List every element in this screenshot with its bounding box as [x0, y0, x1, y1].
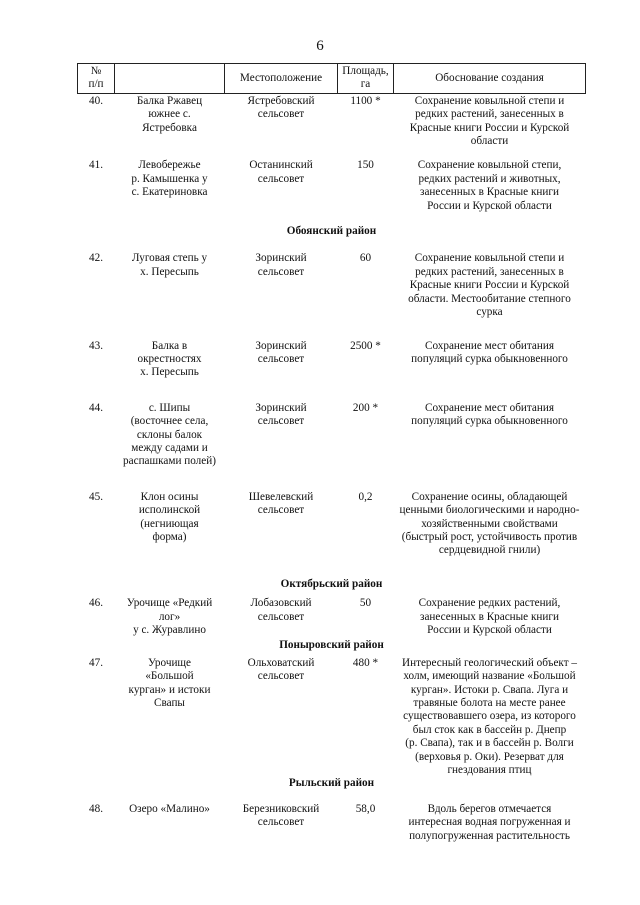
cell-name-text: с. Шипы (восточнее села, склоны балок между садами и распашками полей)	[123, 401, 216, 468]
district-header	[78, 572, 586, 597]
cell-location-text: Ольховатский сельсовет	[247, 656, 315, 683]
cell-name	[115, 396, 225, 485]
cell-num-text: 48.	[89, 802, 103, 815]
cell-num	[78, 334, 115, 396]
cell-location-text: Шевелевский сельсовет	[248, 490, 314, 517]
cell-location	[225, 396, 338, 485]
cell-reason	[394, 597, 586, 639]
cell-area-text: 0,2	[358, 490, 373, 503]
cell-reason-text: Сохранение ковыльной степи и редких растений, занесенных в Красные книги России и Курской области	[409, 94, 570, 148]
cell-area	[338, 93, 394, 154]
cell-num	[78, 93, 115, 154]
cell-area	[338, 154, 394, 219]
district-title: Обоянский район	[286, 225, 377, 238]
cell-num	[78, 246, 115, 333]
table-row	[78, 791, 586, 843]
cell-location-text: Зоринский сельсовет	[255, 252, 307, 278]
cell-location-text: Останинский сельсовет	[249, 159, 313, 185]
cell-area-text: 58,0	[355, 802, 376, 815]
cell-name-text: Клон осины исполинской (негниющая форма)	[138, 490, 201, 543]
cell-name-text: Луговая степь у х. Пересыпь	[131, 252, 208, 278]
cell-name-text: Балка в окрестностях х. Пересыпь	[137, 339, 202, 379]
cell-reason	[394, 334, 586, 396]
table-row	[78, 597, 586, 639]
cell-num	[78, 653, 115, 778]
cell-reason-text: Интересный геологический объект – холм, имеющий название «Большой курган». Истоки р. Свапа. Луга и травяные болота на месте ранее существовавшего озера, из которого был сток как в бассейн р. Днепр (р. Свапа), так и в бассейн р. Волги (верховья р. Оки). Резерват для гнездования птиц	[402, 656, 577, 777]
table-row	[78, 334, 586, 396]
cell-area	[338, 396, 394, 485]
cell-num-text: 41.	[89, 159, 103, 172]
cell-location	[225, 791, 338, 843]
cell-area	[338, 653, 394, 778]
cell-reason-text: Сохранение ковыльной степи и редких растений, занесенных в Красные книги России и Курской области. Местообитание степного сурка	[408, 252, 571, 319]
cell-location-text: Зоринский сельсовет	[255, 401, 307, 428]
cell-name-text: Левобережье р. Камышенка у с. Екатериновка	[131, 159, 208, 199]
cell-reason	[394, 485, 586, 572]
cell-name-text: Урочище «Редкий лог» у с. Журавлино	[126, 597, 213, 636]
cell-location	[225, 154, 338, 219]
district-header	[78, 639, 586, 652]
cell-num-text: 45.	[89, 490, 103, 503]
cell-area-text: 150	[357, 159, 374, 172]
district-header	[78, 777, 586, 790]
cell-location-text: Ястребовский сельсовет	[247, 94, 315, 121]
table-row	[78, 154, 586, 219]
cell-reason-text: Сохранение мест обитания популяций сурка обыкновенного	[411, 339, 568, 365]
cell-name	[115, 597, 225, 639]
cell-area-text: 60	[359, 252, 372, 265]
header-area: Площадь, га	[338, 64, 394, 94]
cell-name	[115, 334, 225, 396]
table-row	[78, 396, 586, 485]
cell-reason	[394, 93, 586, 154]
header-location: Местоположение	[225, 64, 338, 94]
cell-reason	[394, 653, 586, 778]
cell-name	[115, 485, 225, 572]
table-header-row	[78, 64, 586, 94]
cell-location-text: Березниковский сельсовет	[242, 802, 320, 829]
cell-num	[78, 597, 115, 639]
page-number: 6	[316, 38, 324, 54]
cell-num	[78, 791, 115, 843]
cell-num-text: 42.	[89, 252, 103, 265]
table-row	[78, 485, 586, 572]
cell-area	[338, 334, 394, 396]
cell-reason-text: Вдоль берегов отмечается интересная водная погруженная и полупогруженная растительность	[408, 802, 571, 842]
district-title: Поныровский район	[279, 639, 384, 652]
cell-reason-text: Сохранение осины, обладающей ценными биологическими и народно- хозяйственными свойствами (быстрый рост, устойчивость против сердцевидной гнили)	[399, 490, 580, 557]
cell-area	[338, 597, 394, 639]
cell-reason	[394, 154, 586, 219]
cell-area-text: 50	[359, 597, 372, 610]
table-row	[78, 93, 586, 154]
header-reason: Обоснование создания	[394, 64, 586, 94]
cell-name	[115, 154, 225, 219]
cell-area-text: 200 *	[352, 401, 379, 414]
cell-location	[225, 653, 338, 778]
cell-location	[225, 334, 338, 396]
cell-area-text: 1100 *	[350, 94, 381, 107]
cell-num	[78, 485, 115, 572]
cell-num-text: 47.	[89, 656, 103, 669]
table-row	[78, 653, 586, 778]
cell-area-text: 2500 *	[350, 339, 381, 352]
header-name	[115, 64, 225, 94]
cell-name	[115, 791, 225, 843]
cell-reason	[394, 791, 586, 843]
cell-area	[338, 246, 394, 333]
district-title: Октябрьский район	[280, 577, 383, 590]
cell-name-text: Озеро «Малино»	[129, 802, 210, 815]
cell-name-text: Урочище «Большой курган» и истоки Свапы	[128, 656, 211, 710]
cell-area	[338, 485, 394, 572]
cell-num-text: 40.	[89, 94, 103, 107]
header-num: № п/п	[78, 64, 115, 94]
cell-location	[225, 485, 338, 572]
cell-area-text: 480 *	[352, 656, 379, 669]
cell-location	[225, 246, 338, 333]
cell-reason	[394, 396, 586, 485]
cell-location-text: Зоринский сельсовет	[255, 339, 307, 365]
cell-reason-text: Сохранение редких растений, занесенных в Красные книги России и Курской области	[418, 597, 561, 636]
cell-name	[115, 653, 225, 778]
cell-num-text: 44.	[89, 401, 103, 414]
district-title: Рыльский район	[288, 777, 375, 790]
table-row	[78, 246, 586, 333]
district-header	[78, 219, 586, 246]
cell-area	[338, 791, 394, 843]
cell-name-text: Балка Ржавец южнее с. Ястребовка	[136, 94, 203, 134]
cell-num-text: 43.	[89, 339, 103, 352]
cell-location	[225, 93, 338, 154]
cell-name	[115, 246, 225, 333]
cell-reason-text: Сохранение ковыльной степи, редких растений и животных, занесенных в Красные книги России и Курской области	[417, 159, 562, 212]
cell-reason	[394, 246, 586, 333]
cell-location-text: Лобазовский сельсовет	[250, 597, 312, 623]
cell-num-text: 46.	[89, 597, 103, 610]
cell-name	[115, 93, 225, 154]
cell-location	[225, 597, 338, 639]
cell-num	[78, 154, 115, 219]
protected-areas-table	[77, 63, 586, 843]
cell-reason-text: Сохранение мест обитания популяций сурка обыкновенного	[411, 401, 568, 428]
cell-num	[78, 396, 115, 485]
